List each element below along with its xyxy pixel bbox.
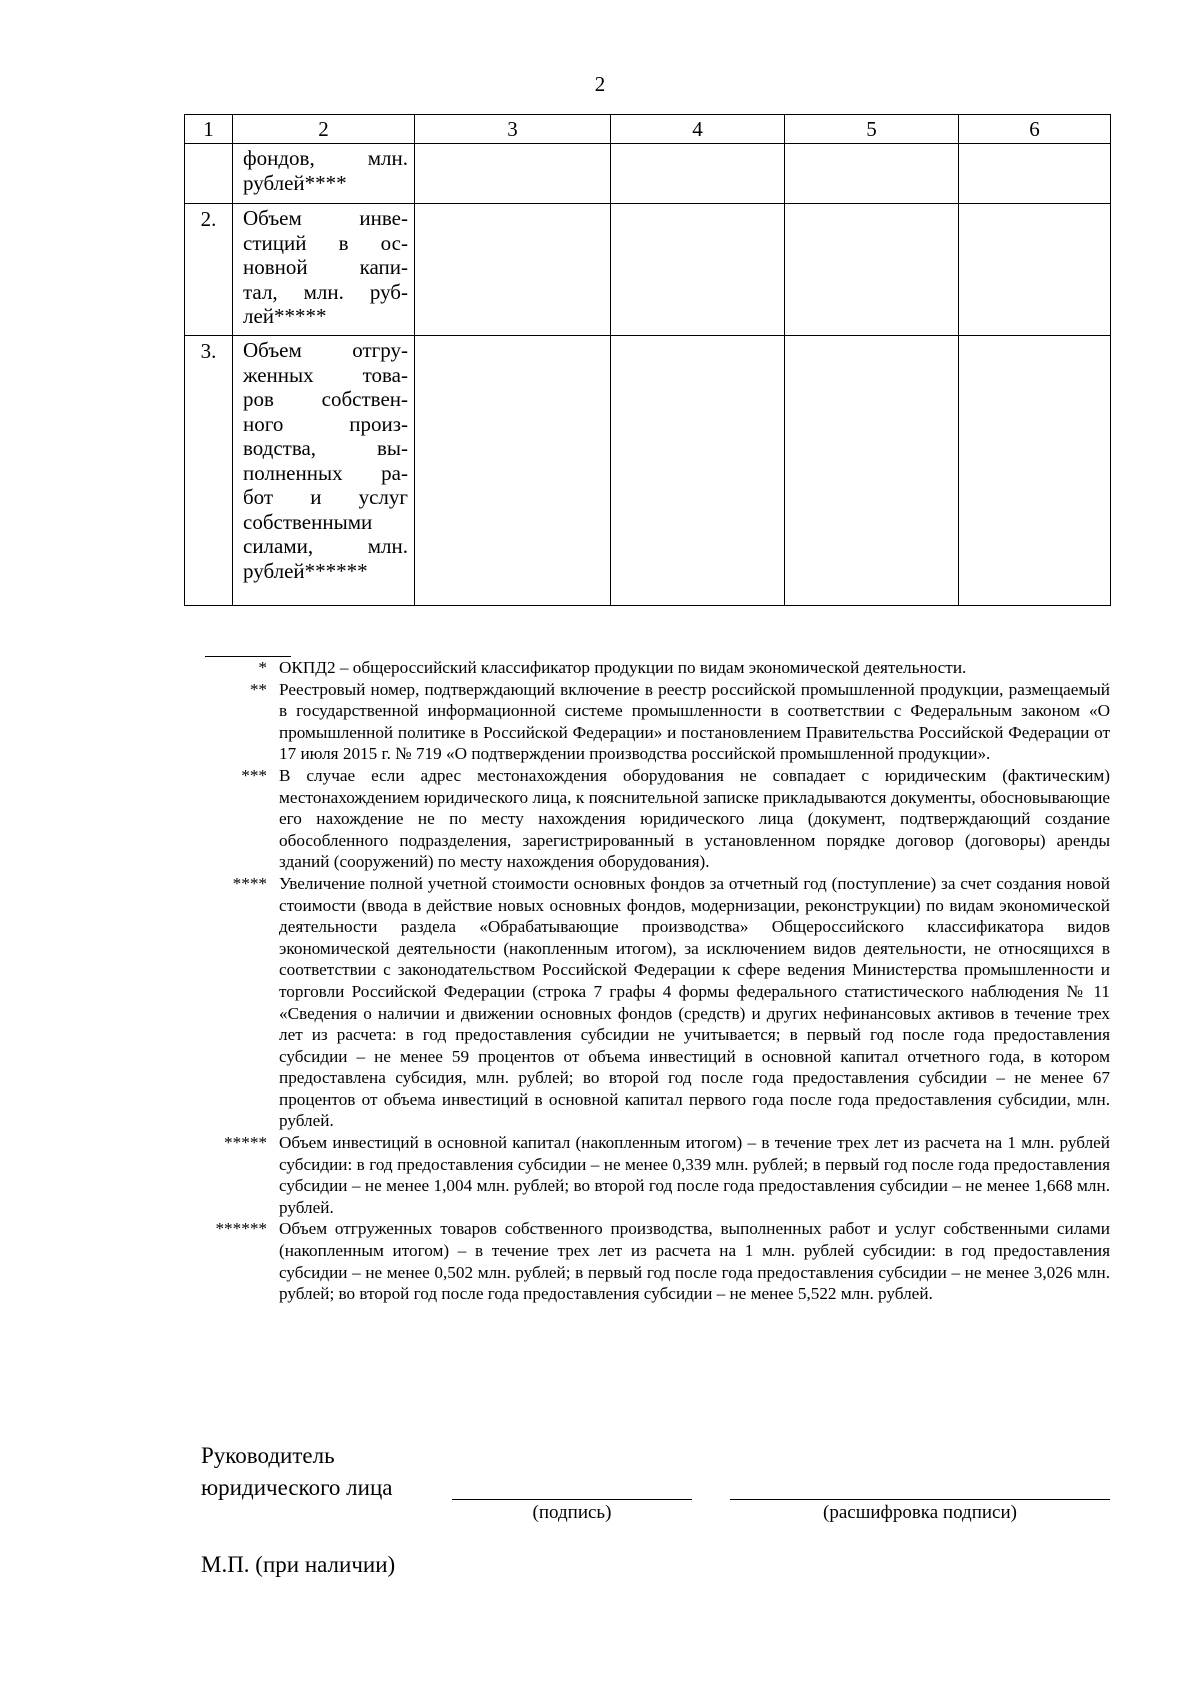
indicator-line: Объем инве- <box>243 206 408 230</box>
footnote <box>196 679 1110 765</box>
footnote-text: ОКПД2 – общероссийский классификатор продукции по видам экономической деятельности. <box>279 658 967 677</box>
signature-decode-line <box>730 1499 1110 1500</box>
indicator-line: водства, вы- <box>243 436 408 460</box>
footnote-mark: *** <box>241 765 267 785</box>
signature-line <box>452 1499 692 1500</box>
column-header: 4 <box>611 115 785 144</box>
indicator-line: силами, млн. <box>243 534 408 558</box>
column-header: 1 <box>185 115 233 144</box>
indicator-line: новной капи- <box>243 255 408 279</box>
row-number: 3. <box>185 336 233 606</box>
row-number: 2. <box>185 204 233 336</box>
value-cell <box>959 144 1111 204</box>
table-header-row <box>185 115 1111 144</box>
column-header: 2 <box>233 115 415 144</box>
signature-decode-caption: (расшифровка подписи) <box>823 1502 1017 1523</box>
indicator-line: стиций в ос- <box>243 230 408 255</box>
footnotes <box>196 657 1110 1305</box>
footnote-mark: ***** <box>224 1133 267 1153</box>
footnote-mark: ** <box>249 679 267 699</box>
indicator-line: рублей**** <box>243 170 347 195</box>
column-header: 5 <box>785 115 959 144</box>
indicator-line: ров собствен- <box>243 387 408 411</box>
value-cell <box>785 204 959 336</box>
indicator-line: лей***** <box>243 304 327 328</box>
footnote <box>196 1132 1110 1218</box>
indicator-line: фондов, млн. <box>243 146 408 170</box>
table-row <box>185 204 1111 336</box>
table-row <box>185 144 1111 204</box>
signature-caption: (подпись) <box>532 1502 612 1523</box>
column-header: 6 <box>959 115 1111 144</box>
value-cell <box>611 144 785 204</box>
indicator-line: собственными <box>243 509 373 534</box>
signatory-title-line: Руководитель <box>201 1443 335 1468</box>
stamp-label: М.П. (при наличии) <box>201 1552 396 1577</box>
value-cell <box>959 336 1111 606</box>
footnote <box>196 657 1110 679</box>
footnote-mark: ****** <box>215 1219 267 1239</box>
indicator-line: полненных ра- <box>243 460 408 485</box>
value-cell <box>415 336 611 606</box>
page-number: 2 <box>594 72 606 96</box>
footnote-text: Объем отгруженных товаров собственного производства, выполненных работ и услуг собственными силами (накопленным итогом) – в течение трех лет из расчета на 1 млн. рублей субсидии: в год предоставления субсидии – не менее 0,502 млн. рублей; в первый год после года предоставления субсидии – не менее 3,026 млн. рублей; во второй год после года предоставления субсидии – не менее 5,522 млн. рублей. <box>279 1219 1110 1304</box>
value-cell <box>415 204 611 336</box>
footnote-mark: * <box>258 658 267 677</box>
footnote-mark: **** <box>232 873 267 893</box>
value-cell <box>611 336 785 606</box>
footnote <box>196 1218 1110 1304</box>
indicator-line: женных това- <box>243 362 408 387</box>
indicator-line: Объем отгру- <box>243 338 408 362</box>
signatory-title-line: юридического лица <box>201 1475 393 1500</box>
row-number <box>185 144 233 204</box>
value-cell <box>959 204 1111 336</box>
table-row <box>185 336 1111 606</box>
indicator-name <box>233 336 415 606</box>
value-cell <box>415 144 611 204</box>
footnote <box>196 765 1110 873</box>
signatory-title <box>201 1440 392 1504</box>
value-cell <box>611 204 785 336</box>
value-cell <box>785 144 959 204</box>
indicator-name <box>233 144 415 204</box>
indicator-line: тал, млн. руб- <box>243 279 408 304</box>
indicator-table <box>184 114 1111 606</box>
footnote-text: В случае если адрес местонахождения оборудования не совпадает с юридическим (фактическим) местонахождением юридического лица, к пояснительной записке прикладываются документы, обосновывающие его нахождение не по месту нахождения юридического лица (документ, подтверждающий создание обособленного подразделения, зарегистрированный в установленном порядке договор (договоры) аренды зданий (сооружений) по месту нахождения оборудования). <box>279 765 1110 872</box>
indicator-line: бот и услуг <box>243 485 408 509</box>
footnote <box>196 873 1110 1132</box>
indicator-line: ного произ- <box>243 411 408 436</box>
footnote-text: Реестровый номер, подтверждающий включение в реестр российской промышленной продукции, размещаемый в государственной информационной системе промышленности в соответствии с Федеральным законом «О промышленной политике в Российской Федерации» и постановлением Правительства Российской Федерации от 17 июля 2015 г. № 719 «О подтверждении производства российской промышленной продукции». <box>279 679 1110 764</box>
column-header: 3 <box>415 115 611 144</box>
indicator-name <box>233 204 415 336</box>
footnote-text: Увеличение полной учетной стоимости основных фондов за отчетный год (поступление) за счет создания новой стоимости (ввода в действие новых основных фондов, модернизации, реконструкции) по видам экономической деятельности раздела «Обрабатывающие производства» Общероссийского классификатора видов экономической деятельности (накопленным итогом), за исключением видов деятельности, не относящихся в соответствии с законодательством Российской Федерации к сфере ведения Министерства промышленности и торговли Российской Федерации (строка 7 графы 4 формы федерального статистического наблюдения № 11 «Сведения о наличии и движении основных фондов (средств) и других нефинансовых активов в течение трех лет из расчета: в год предоставления субсидии не учитывается; в первый год после года предоставления субсидии – не менее 59 процентов от объема инвестиций в основной капитал отчетного года, в котором предоставлена субсидия, млн. рублей; во второй год после года предоставления субсидии – не менее 67 процентов от объема инвестиций в основной капитал первого года после года предоставления субсидии, млн. рублей. <box>279 873 1110 1131</box>
footnote-text: Объем инвестиций в основной капитал (накопленным итогом) – в течение трех лет из расчета на 1 млн. рублей субсидии: в год предоставления субсидии – не менее 0,339 млн. рублей; в первый год после года предоставления субсидии – не менее 1,004 млн. рублей; во второй год после года предоставления субсидии – не менее 1,668 млн. рублей. <box>279 1133 1110 1217</box>
value-cell <box>785 336 959 606</box>
indicator-line: рублей****** <box>243 558 368 583</box>
